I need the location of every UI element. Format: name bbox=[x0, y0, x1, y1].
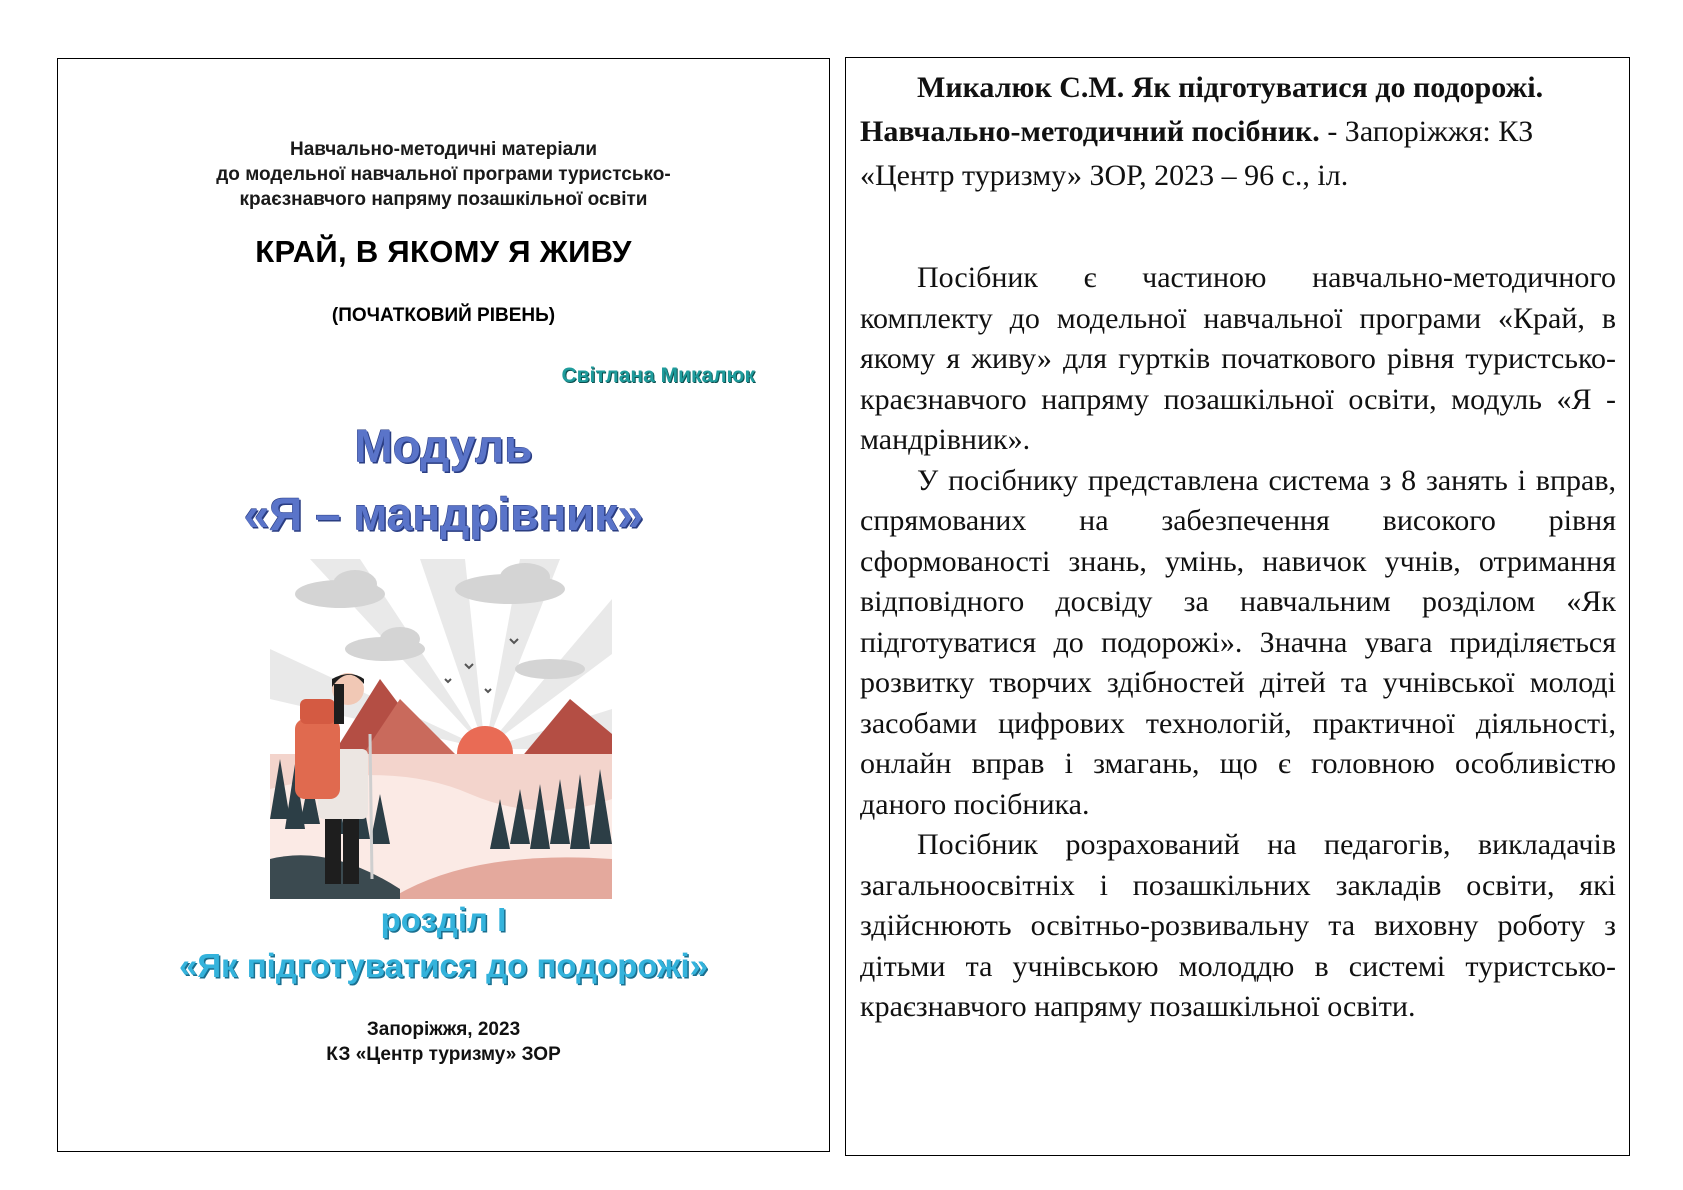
book-cover-panel bbox=[57, 58, 830, 1152]
traveler-illustration bbox=[270, 559, 612, 899]
cover-footer bbox=[58, 1017, 829, 1067]
citation bbox=[860, 66, 1616, 198]
citation-regular: - Запоріжжя: КЗ «Центр туризму» ЗОР, 2023 – 96 с., іл. bbox=[860, 115, 1534, 192]
annotation-paragraph: У посібнику представлена система з 8 занять і вправ, спрямованих на забезпечення високого рівня сформованості знань, умінь, навичок учнів, отримання відповідного досвіду за навчальним розділом «Як підготуватися до подорожі». Значна увага приділяється розвитку творчих здібностей дітей та учнівської молоді засобами цифрових технологій, практичної діяльності, онлайн вправ і змагань, що є головною особливістю даного посібника. bbox=[860, 463, 1616, 821]
annotation-paragraph: Посібник є частиною навчально-методичного комплекту до модельної навчальної програми «Край, в якому я живу» для гуртків початкового рівня туристсько-краєзнавчого напряму позашкільної освіти, модуль «Я - мандрівник». bbox=[860, 261, 1616, 456]
citation-bold: Микалюк С.М. Як підготуватися до подорожі. Навчально-методичний посібник. bbox=[860, 71, 1544, 148]
annotation-paragraph: Посібник розрахований на педагогів, викладачів загальноосвітніх і позашкільних закладів освіти, які здійснюють освітньо-розвивальну та виховну роботу з дітьми та учнівською молоддю в системі туристсько-краєзнавчого напряму позашкільної освіти. bbox=[860, 828, 1616, 1023]
cover-intro-line: Навчально-методичні матеріали bbox=[289, 139, 598, 160]
annotation-body bbox=[860, 258, 1616, 1028]
cover-level: (ПОЧАТКОВИЙ РІВЕНЬ) bbox=[331, 305, 556, 326]
cover-title: КРАЙ, В ЯКОМУ Я ЖИВУ bbox=[255, 234, 632, 269]
cover-footer-city-year: Запоріжжя, 2023 bbox=[366, 1019, 521, 1040]
cover-section-label: розділ І bbox=[380, 901, 507, 938]
cover-section-title: «Як підготуватися до подорожі» bbox=[178, 947, 709, 984]
cover-module-label: Модуль bbox=[354, 420, 533, 472]
cover-intro-line: до модельної навчальної програми туристсько- bbox=[216, 164, 671, 185]
cover-footer-publisher: КЗ «Центр туризму» ЗОР bbox=[326, 1044, 561, 1065]
cover-module-name: «Я – мандрівник» bbox=[243, 488, 644, 540]
cover-intro bbox=[58, 137, 829, 212]
annotation-panel bbox=[845, 57, 1630, 1156]
cover-intro-line: краєзнавчого напряму позашкільної освіти bbox=[239, 189, 648, 210]
cover-author: Світлана Микалюк bbox=[561, 364, 755, 387]
